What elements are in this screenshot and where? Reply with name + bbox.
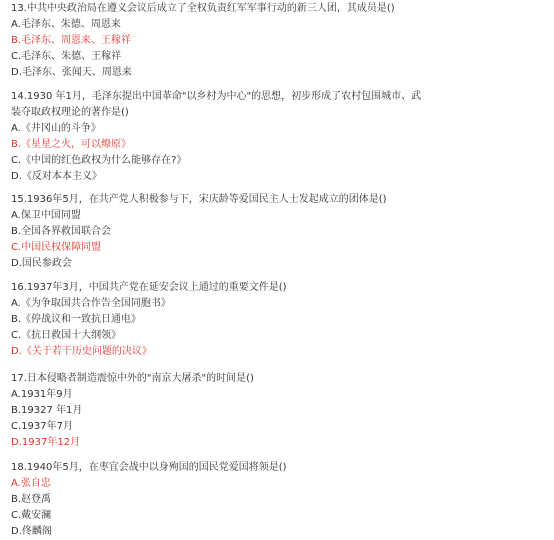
option-c: C.1937年7月 [11,421,73,432]
option-b: B.《停战议和一致抗日通电》 [11,314,142,325]
option-a-answer: A.张自忠 [11,478,51,489]
option-c: C.毛泽东、朱德、王稼祥 [11,51,122,62]
question-17 [11,371,546,451]
option-c: C.戴安澜 [11,510,52,521]
option-d: D.毛泽东、张闻天、周恩来 [11,67,132,78]
option-b-answer: B.《星星之火，可以燎原》 [11,139,132,150]
question-15 [11,192,546,272]
option-d: D.佟麟阁 [11,526,52,537]
question-stem: 18.1940年5月，在枣宜会战中以身殉国的国民党爱国将领是() [11,462,287,473]
option-c: C.《抗日救国十大纲领》 [11,330,122,341]
option-a: A.1931年9月 [11,389,73,400]
option-a: A.《为争取国共合作告全国同胞书》 [11,298,171,309]
option-b: B.全国各界救国联合会 [11,226,112,237]
question-stem-continued: 装夺取政权理论的著作是() [11,107,129,118]
option-d-answer: D.《关于若干历史问题的决议》 [11,346,152,357]
option-d-answer: D.1937年12月 [11,437,81,448]
option-a: A.《井冈山的斗争》 [11,123,101,134]
option-d: D.《反对本本主义》 [11,171,102,182]
option-b: B.19327 年1月 [11,405,83,416]
option-b: B.赵登禹 [11,494,52,505]
question-stem: 16.1937年3月，中国共产党在延安会议上通过的重要文件是() [11,282,287,293]
question-14 [11,89,546,185]
question-18 [11,460,546,540]
question-stem: 13.中共中央政治局在遵义会议后成立了全权负责红军军事行动的新三人团，其成员是() [11,3,395,14]
question-stem: 15.1936年5月，在共产党人积极参与下，宋庆龄等爱国民主人士发起成立的团体是() [11,194,387,205]
option-a: A.毛泽东、朱德、周恩来 [11,19,121,30]
option-a: A.保卫中国同盟 [11,210,81,221]
option-d: D.国民参政会 [11,258,72,269]
question-16 [11,280,546,360]
question-stem: 17.日本侵略者制造震惊中外的"南京大屠杀"的时间是() [11,373,254,384]
option-c: C.《中国的红色政权为什么能够存在?》 [11,155,187,166]
option-b-answer: B.毛泽东、周恩来、王稼祥 [11,35,132,46]
question-stem: 14.1930 年1月，毛泽东提出中国革命"以乡村为中心"的思想，初步形成了农村包围城市、武 [11,91,422,102]
question-13 [11,1,546,81]
option-c-answer: C.中国民权保障同盟 [11,242,102,253]
